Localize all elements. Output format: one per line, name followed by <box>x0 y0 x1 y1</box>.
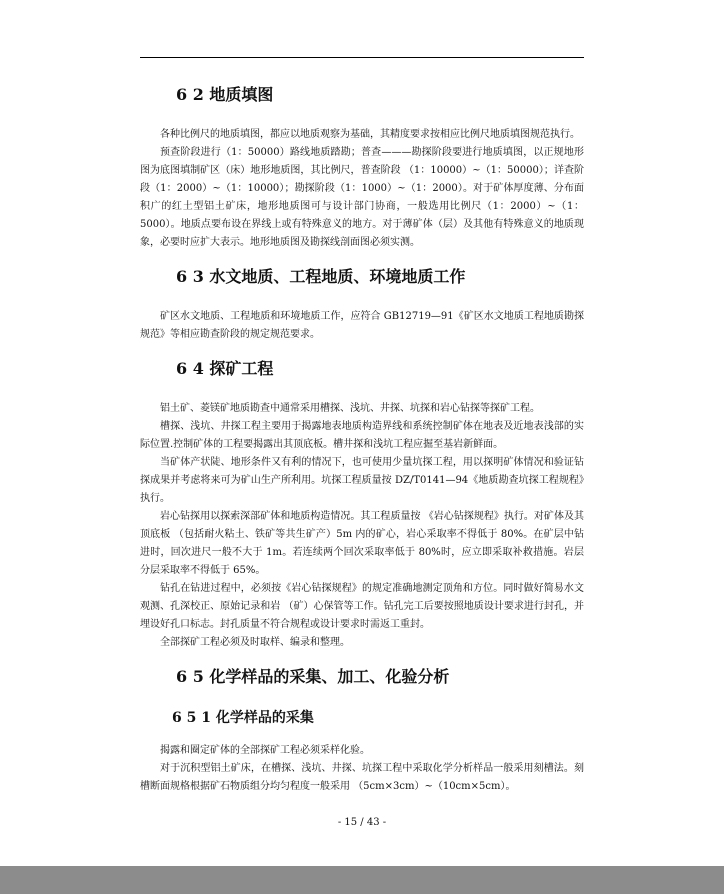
page-number: - 15 / 43 - <box>337 817 387 828</box>
paragraph: 铝土矿、菱镁矿地质勘查中通常采用槽探、浅坑、井探、坑探和岩心钻探等探矿工程。 <box>160 403 540 414</box>
paragraph: 揭露和圈定矿体的全部探矿工程必须采样化验。 <box>160 745 370 756</box>
section-6-5-1-heading: 6 5 1 化学样品的采集 <box>172 710 314 726</box>
header-rule <box>140 57 584 58</box>
section-6-3-heading: 6 3 水文地质、工程地质、环境地质工作 <box>176 267 466 286</box>
page-content <box>140 70 584 796</box>
paragraph: 矿区水文地质、工程地质和环境地质工作，应符合 GB12719—91《矿区水文地质工程地质勘探规范》等相应勘查阶段的规定规范要求。 <box>140 311 584 340</box>
section-6-2-heading: 6 2 地质填图 <box>176 85 274 104</box>
paragraph: 对于沉积型铝土矿床，在槽探、浅坑、井探、坑探工程中采取化学分析样品一般采用刻槽法。刻槽断面规格根据矿石物质组分均匀程度一般采用 （5cm×3cm）~（10cm×5cm）。 <box>140 763 584 792</box>
paragraph: 各种比例尺的地质填图，都应以地质观察为基础，其精度要求按相应比例尺地质填图规范执行。 <box>160 129 580 140</box>
section-6-5-heading: 6 5 化学样品的采集、加工、化验分析 <box>176 667 450 686</box>
paragraph: 预查阶段进行（1：50000）路线地质踏勘；普查———勘探阶段要进行地质填图，以正规地形图为底图填制矿区（床）地形地质图，其比例尺，普查阶段 （1：10000）~（1：50000）；详查阶段（1：2000）~（1：10000）；勘探阶段（1：1000）~（1：2000）。对于矿体厚度薄、分布面积广的红土型铝土矿床，地形地质图可与设计部门协商，一般选用比例尺（1：2000）~（1：5000）。地质点要布设在界线上或有特殊意义的地方。对于薄矿体（层）及其他有特殊意义的地质现象，必要时应扩大表示。地形地质图及勘探线剖面图必须实测。 <box>140 147 584 248</box>
paragraph: 全部探矿工程必须及时取样、编录和整理。 <box>160 637 350 648</box>
paragraph: 岩心钻探用以探索深部矿体和地质构造情况。其工程质量按 《岩心钻探规程》执行。对矿体及其顶底板 （包括耐火粘土、铁矿等共生矿产）5m 内的矿心，岩心采取率不得低于 80%。在矿层中钻进时，回次进尺一般不大于 1m。若连续两个回次采取率低于 80%时，应立即采取补救措施。岩层分层采取率不得低于 65%。 <box>140 511 584 576</box>
paragraph: 槽探、浅坑、井探工程主要用于揭露地表地质构造界线和系统控制矿体在地表及近地表浅部的实际位置.控制矿体的工程要揭露出其顶底板。槽井探和浅坑工程应掘至基岩新鲜面。 <box>140 421 584 450</box>
paragraph: 当矿体产状陡、地形条件又有利的情况下，也可使用少量坑探工程，用以探明矿体情况和验证钻探成果并考虑将来可为矿山生产所利用。坑探工程质量按 DZ/T0141—94《地质勘查坑探工程规程》执行。 <box>140 457 584 504</box>
section-6-4-heading: 6 4 探矿工程 <box>176 359 274 378</box>
paragraph: 钻孔在钻进过程中，必须按《岩心钻探规程》的规定准确地测定顶角和方位。同时做好简易水文观测、孔深校正、原始记录和岩 （矿）心保管等工作。钻孔完工后要按照地质设计要求进行封孔，并埋设好孔口标志。封孔质量不符合规程或设计要求时需返工重封。 <box>140 583 584 630</box>
